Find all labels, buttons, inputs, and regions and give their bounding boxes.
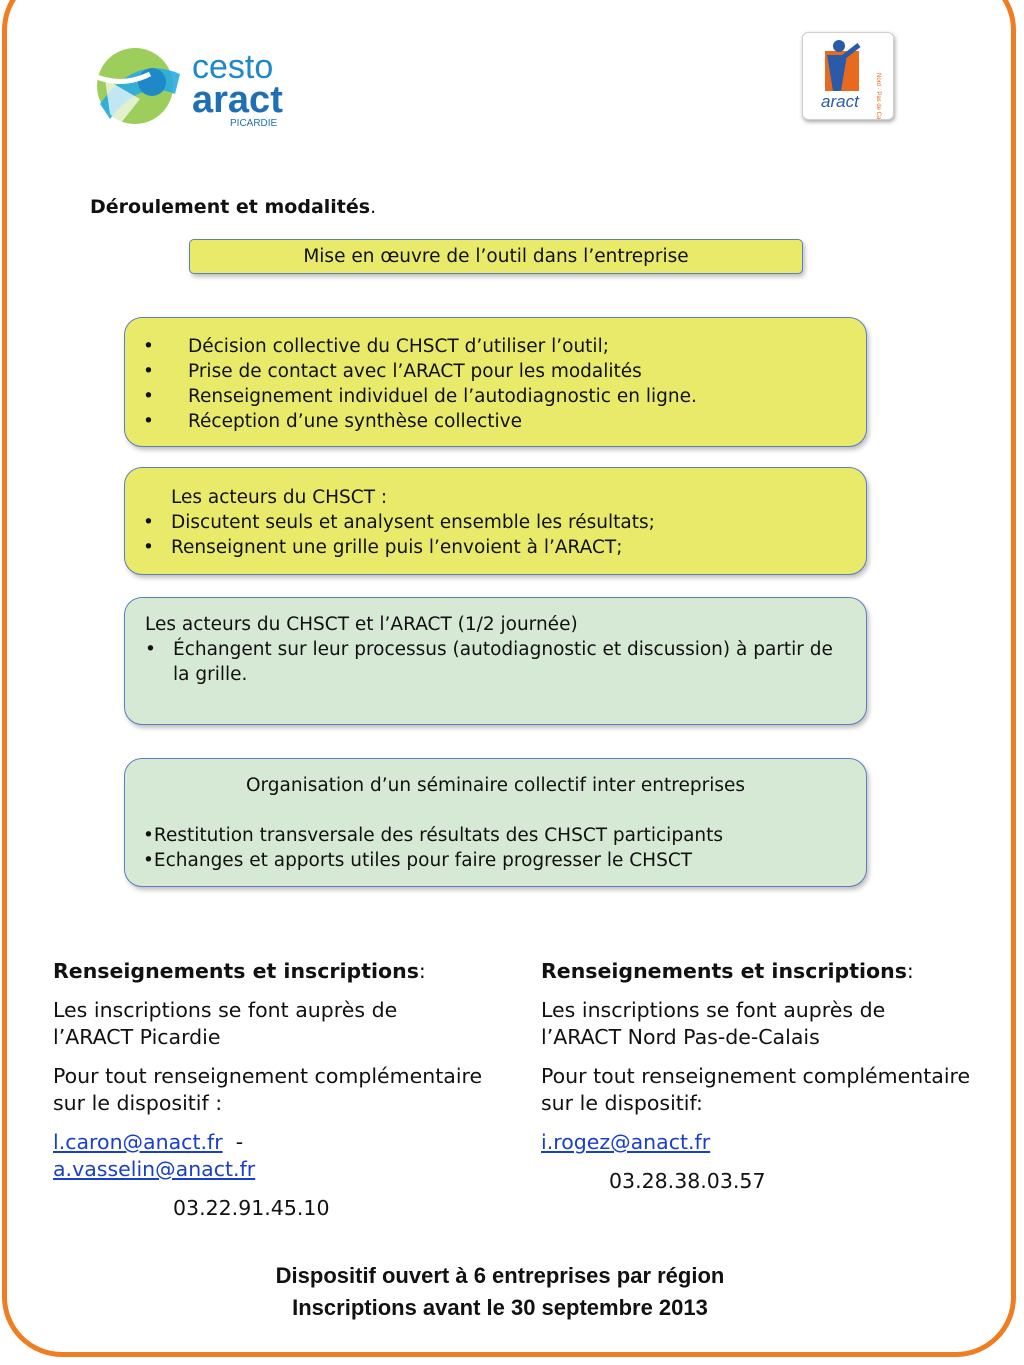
list-item: • Prise de contact avec l’ARACT pour les modalités bbox=[143, 359, 866, 384]
logo-picardie-text: PICARDIE bbox=[230, 118, 278, 129]
logo-aract-main-text: aract bbox=[821, 92, 859, 111]
logo-aract-text: aract bbox=[192, 79, 283, 121]
aract-nord-pas-de-calais-logo bbox=[802, 32, 894, 120]
step-4-box bbox=[124, 758, 867, 887]
list-item: • Restitution transversale des résultats des CHSCT participants bbox=[143, 823, 866, 848]
list-item: • Discutent seuls et analysent ensemble les résultats; bbox=[143, 510, 866, 535]
step-2-box bbox=[124, 467, 867, 575]
list-item: • Renseignement individuel de l’autodiagnostic en ligne. bbox=[143, 384, 866, 409]
logo-region-text: Nord · Pas de Calais bbox=[875, 73, 881, 119]
step-2-intro: Les acteurs du CHSCT : bbox=[171, 487, 388, 508]
list-item: • Échangent sur leur processus (autodiagnostic et discussion) à partir de la grille. bbox=[145, 637, 836, 687]
contact-phone: 03.22.91.45.10 bbox=[173, 1196, 330, 1220]
list-item: • Décision collective du CHSCT d’utiliser l’outil; bbox=[143, 334, 866, 359]
logo-cesto-text: cesto bbox=[192, 48, 274, 86]
list-item: • Réception d’une synthèse collective bbox=[143, 409, 866, 434]
contact-line: Pour tout renseignement complémentaire sur le dispositif: bbox=[541, 1064, 971, 1115]
email-link-vasselin[interactable]: a.vasselin@anact.fr bbox=[53, 1157, 256, 1181]
contact-line: Les inscriptions se font auprès de l’ARACT Nord Pas-de-Calais bbox=[541, 998, 886, 1049]
footer-line-2: Inscriptions avant le 30 septembre 2013 bbox=[292, 1295, 708, 1320]
list-item: • Renseignent une grille puis l’envoient à l’ARACT; bbox=[143, 535, 866, 560]
cesto-aract-picardie-logo bbox=[80, 44, 310, 136]
tool-implementation-header: Mise en œuvre de l’outil dans l’entreprise bbox=[189, 239, 803, 274]
step-3-box bbox=[124, 597, 867, 725]
footer-line-1: Dispositif ouvert à 6 entreprises par région bbox=[275, 1263, 725, 1288]
contact-line: Les inscriptions se font auprès de l’ARACT Picardie bbox=[53, 998, 398, 1049]
email-link-rogez[interactable]: i.rogez@anact.fr bbox=[541, 1130, 711, 1154]
section-title: Déroulement et modalités. bbox=[90, 196, 377, 218]
step-3-intro: Les acteurs du CHSCT et l’ARACT (1/2 journée) bbox=[145, 614, 578, 635]
step-4-title: Organisation d’un séminaire collectif inter entreprises bbox=[245, 775, 746, 796]
contact-picardie bbox=[53, 958, 483, 1234]
contact-heading: Renseignements et inscriptions: bbox=[53, 959, 426, 983]
email-link-caron[interactable]: l.caron@anact.fr bbox=[53, 1130, 223, 1154]
list-item: • Echanges et apports utiles pour faire progresser le CHSCT bbox=[143, 848, 866, 873]
contact-emails bbox=[541, 1129, 971, 1156]
step-1-box bbox=[124, 317, 867, 447]
contact-phone: 03.28.38.03.57 bbox=[609, 1169, 766, 1193]
contact-nord-pas-de-calais bbox=[541, 958, 971, 1207]
contact-heading: Renseignements et inscriptions: bbox=[541, 959, 914, 983]
footer bbox=[0, 1260, 1000, 1324]
contact-line: Pour tout renseignement complémentaire sur le dispositif : bbox=[53, 1064, 483, 1115]
contact-emails: l.caron@anact.fr - a.vasselin@anact.fr bbox=[53, 1130, 256, 1181]
